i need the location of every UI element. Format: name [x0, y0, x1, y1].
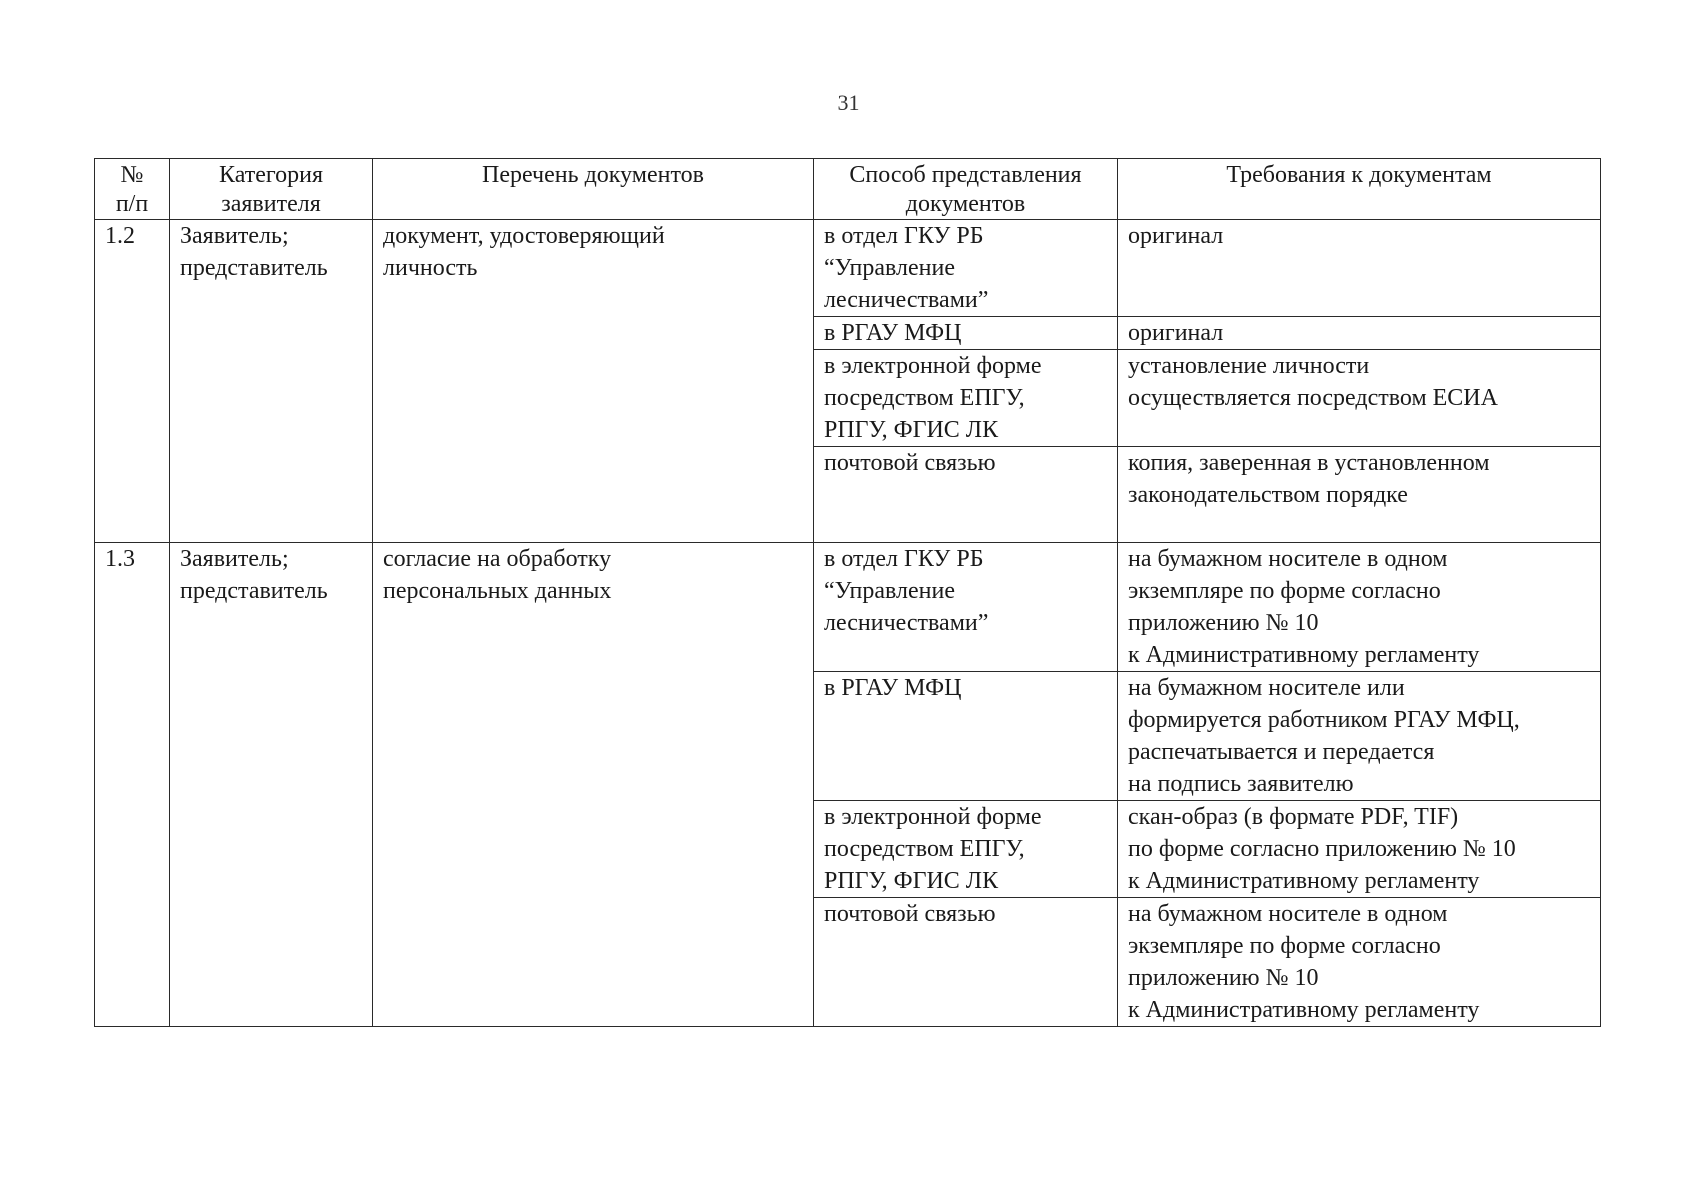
submission-method: в РГАУ МФЦ	[814, 317, 1118, 350]
header-method: Способ представления документов	[814, 159, 1118, 220]
document-requirement: на бумажном носителе или формируется работником РГАУ МФЦ, распечатывается и передается на подпись заявителю	[1118, 672, 1601, 801]
document-requirement: оригинал	[1118, 317, 1601, 350]
applicant-category: Заявитель; представитель	[170, 543, 373, 1027]
document-requirement: оригинал	[1118, 220, 1601, 317]
header-num: № п/п	[95, 159, 170, 220]
row-number: 1.3	[95, 543, 170, 1027]
submission-method: в электронной форме посредством ЕПГУ, РПГУ, ФГИС ЛК	[814, 801, 1118, 898]
document-requirement: установление личности осуществляется посредством ЕСИА	[1118, 350, 1601, 447]
submission-method: в отдел ГКУ РБ “Управление лесничествами”	[814, 220, 1118, 317]
submission-method: в электронной форме посредством ЕПГУ, РПГУ, ФГИС ЛК	[814, 350, 1118, 447]
table-header-row	[95, 159, 1601, 220]
documents-table	[94, 158, 1601, 1027]
table-row	[95, 220, 1601, 317]
document-requirement: на бумажном носителе в одном экземпляре по форме согласно приложению № 10 к Административному регламенту	[1118, 898, 1601, 1027]
document-name: документ, удостоверяющий личность	[373, 220, 814, 543]
applicant-category: Заявитель; представитель	[170, 220, 373, 543]
header-requirements: Требования к документам	[1118, 159, 1601, 220]
submission-method: почтовой связью	[814, 898, 1118, 1027]
header-documents: Перечень документов	[373, 159, 814, 220]
document-requirement: копия, заверенная в установленном законодательством порядке	[1118, 447, 1601, 543]
document-requirement: на бумажном носителе в одном экземпляре по форме согласно приложению № 10 к Административному регламенту	[1118, 543, 1601, 672]
submission-method: в РГАУ МФЦ	[814, 672, 1118, 801]
submission-method: почтовой связью	[814, 447, 1118, 543]
page-number: 31	[837, 90, 860, 115]
document-requirement: скан-образ (в формате PDF, TIF) по форме согласно приложению № 10 к Административному регламенту	[1118, 801, 1601, 898]
row-number: 1.2	[95, 220, 170, 543]
document-name: согласие на обработку персональных данных	[373, 543, 814, 1027]
header-category: Категория заявителя	[170, 159, 373, 220]
submission-method: в отдел ГКУ РБ “Управление лесничествами”	[814, 543, 1118, 672]
table-row	[95, 543, 1601, 672]
